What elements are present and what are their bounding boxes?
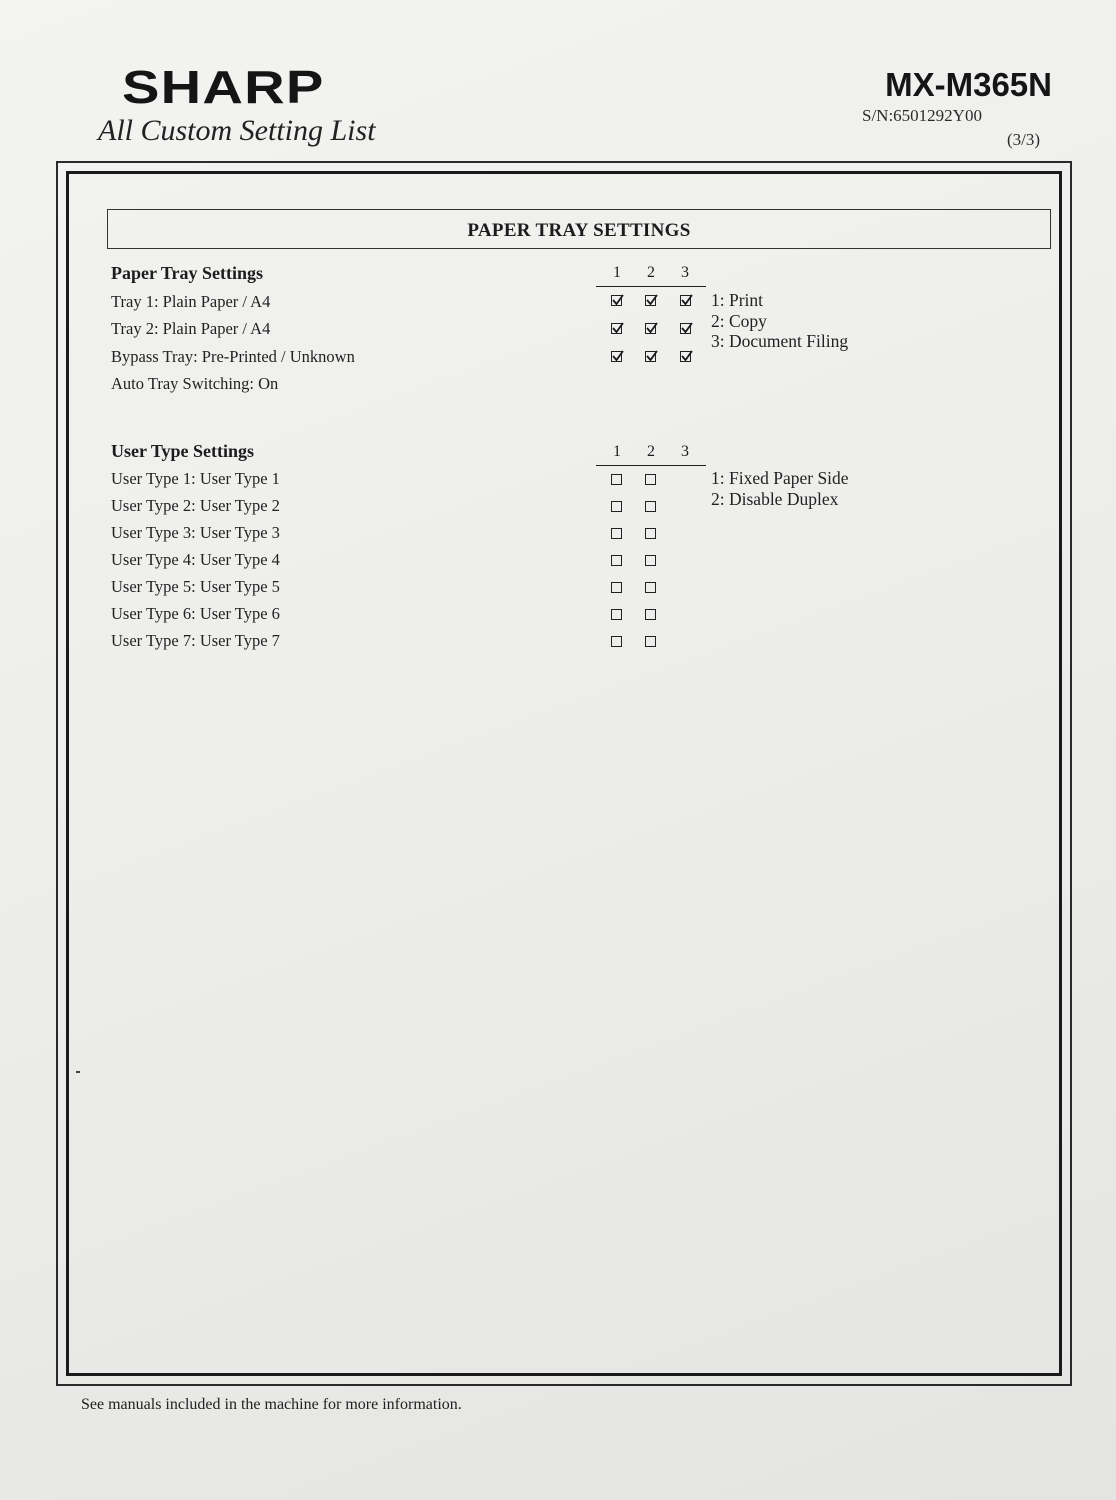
column-label: 1	[613, 264, 621, 281]
user-type-row: User Type 6: User Type 6	[111, 604, 280, 623]
page-frame	[56, 161, 1072, 1386]
serial-number: S/N:6501292Y00	[862, 106, 982, 125]
checkbox-unchecked	[611, 555, 622, 566]
paper-tray-row: Tray 2: Plain Paper / A4	[111, 319, 271, 338]
checkbox-unchecked	[611, 528, 622, 539]
checkbox-unchecked	[645, 501, 656, 512]
checkbox-unchecked	[611, 474, 622, 485]
user-type-row: User Type 1: User Type 1	[111, 469, 280, 488]
checkbox-unchecked	[645, 582, 656, 593]
document-title: All Custom Setting List	[98, 114, 376, 147]
checkbox-unchecked	[611, 636, 622, 647]
checkbox-checked	[645, 295, 656, 306]
checkbox-unchecked	[611, 501, 622, 512]
column-label: 2	[647, 264, 655, 281]
footer-note: See manuals included in the machine for more information.	[81, 1396, 462, 1413]
column-label: 3	[681, 443, 689, 460]
model-number: MX-M365N	[885, 66, 1052, 103]
user-type-legend-item: 1: Fixed Paper Side	[711, 468, 849, 488]
user-type-title: User Type Settings	[111, 441, 255, 461]
paper-tray-row: Bypass Tray: Pre-Printed / Unknown	[111, 347, 355, 366]
checkbox-checked	[680, 295, 691, 306]
column-label: 1	[613, 443, 621, 460]
checkbox-checked	[680, 323, 691, 334]
paper-tray-column-header	[596, 264, 706, 287]
paper-tray-legend-item: 1: Print	[711, 290, 764, 310]
column-label: 3	[681, 264, 689, 281]
user-type-legend-item: 2: Disable Duplex	[711, 489, 839, 509]
checkbox-checked	[611, 351, 622, 362]
checkbox-unchecked	[645, 609, 656, 620]
user-type-row: User Type 5: User Type 5	[111, 577, 280, 596]
checkbox-unchecked	[645, 528, 656, 539]
user-type-row: User Type 2: User Type 2	[111, 496, 280, 515]
checkbox-unchecked	[645, 474, 656, 485]
paper-tray-row: Auto Tray Switching: On	[111, 374, 279, 393]
paper-tray-legend-item: 3: Document Filing	[711, 331, 849, 351]
checkbox-checked	[611, 295, 622, 306]
section-header: PAPER TRAY SETTINGS	[107, 209, 1051, 249]
checkbox-checked	[645, 323, 656, 334]
user-type-row: User Type 4: User Type 4	[111, 550, 280, 569]
paper-tray-title: Paper Tray Settings	[111, 263, 263, 283]
checkbox-checked	[680, 351, 691, 362]
checkbox-unchecked	[645, 555, 656, 566]
user-type-column-header	[596, 443, 706, 466]
checkbox-unchecked	[645, 636, 656, 647]
checkbox-checked	[611, 323, 622, 334]
stray-mark	[76, 1071, 80, 1073]
column-label: 2	[647, 443, 655, 460]
brand-logo: SHARP	[122, 61, 325, 113]
user-type-row: User Type 3: User Type 3	[111, 523, 280, 542]
page-number: (3/3)	[1007, 130, 1041, 149]
checkbox-unchecked	[611, 582, 622, 593]
paper-tray-row: Tray 1: Plain Paper / A4	[111, 292, 271, 311]
user-type-row: User Type 7: User Type 7	[111, 631, 280, 650]
paper-tray-legend-item: 2: Copy	[711, 311, 767, 331]
checkbox-checked	[645, 351, 656, 362]
checkbox-unchecked	[611, 609, 622, 620]
